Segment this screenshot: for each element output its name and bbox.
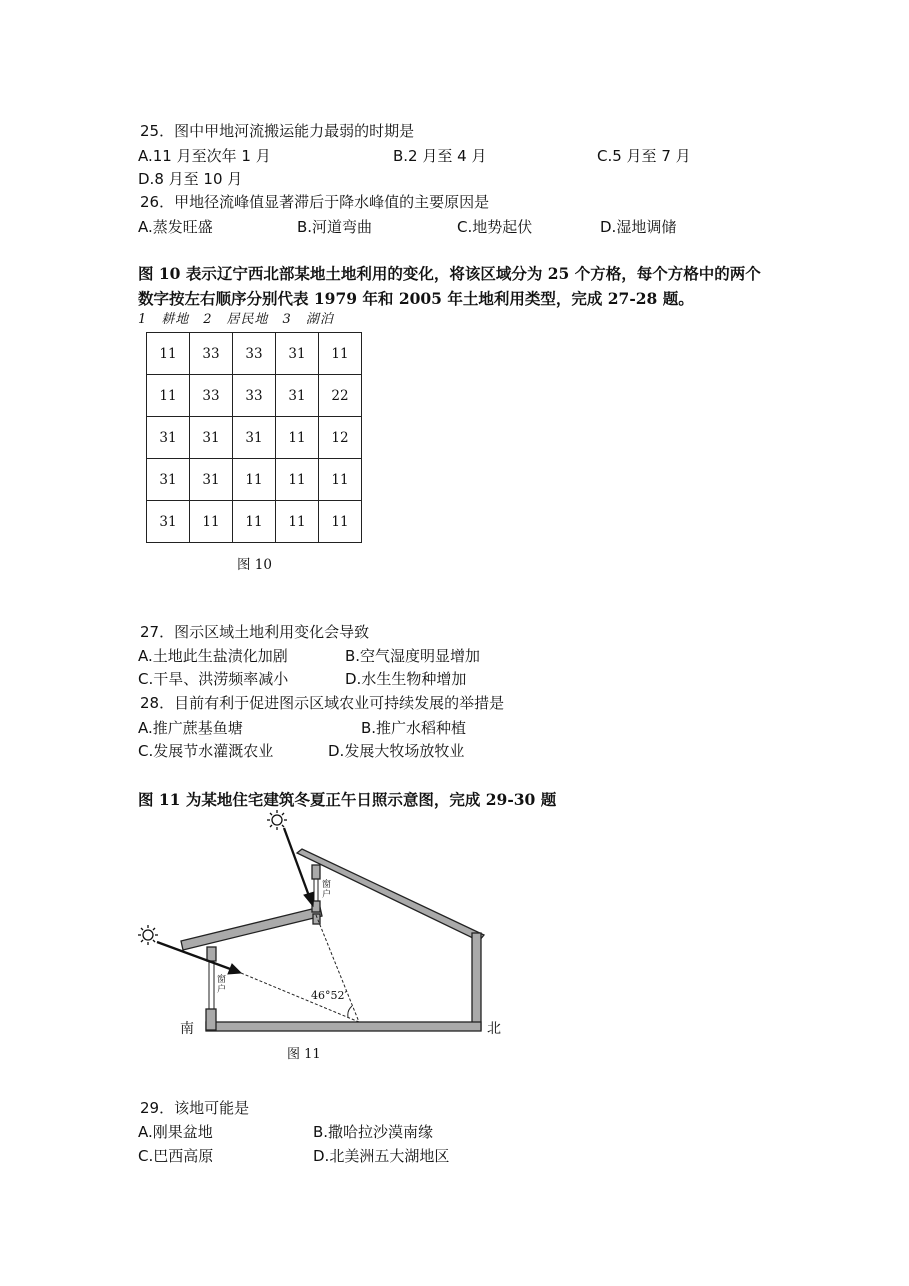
q29-option-c: C.巴西高原 bbox=[138, 1147, 214, 1165]
angle-label: 46°52′ bbox=[311, 989, 347, 1002]
grid-cell: 31 bbox=[147, 459, 190, 501]
q25-option-b: B.2 月至 4 月 bbox=[393, 147, 487, 165]
grid-cell: 11 bbox=[233, 501, 276, 543]
grid-cell: 11 bbox=[190, 501, 233, 543]
grid-cell: 12 bbox=[319, 417, 362, 459]
q29-option-b: B.撒哈拉沙漠南缘 bbox=[313, 1123, 434, 1141]
building-walls bbox=[181, 849, 484, 1031]
q27-option-a: A.土地此生盐渍化加剧 bbox=[138, 647, 288, 665]
q25-stem: 25．图中甲地河流搬运能力最弱的时期是 bbox=[140, 122, 415, 140]
q26-stem: 26．甲地径流峰值显著滞后于降水峰值的主要原因是 bbox=[140, 193, 490, 211]
q29-stem: 29．该地可能是 bbox=[140, 1099, 250, 1117]
q28-option-b: B.推广水稻种植 bbox=[361, 719, 467, 737]
grid-cell: 11 bbox=[276, 417, 319, 459]
grid-cell: 31 bbox=[233, 417, 276, 459]
q25-option-c: C.5 月至 7 月 bbox=[597, 147, 691, 165]
summer-ray-arrowhead bbox=[304, 892, 314, 906]
q27-option-d: D.水生生物种增加 bbox=[345, 670, 467, 688]
north-label: 北 bbox=[487, 1021, 501, 1037]
grid-cell: 11 bbox=[319, 501, 362, 543]
north-wall bbox=[472, 933, 481, 1030]
south-wall-upper bbox=[207, 947, 216, 961]
lower-roof bbox=[181, 907, 322, 950]
q29-option-d: D.北美洲五大湖地区 bbox=[313, 1147, 450, 1165]
grid-cell: 31 bbox=[276, 375, 319, 417]
grid-cell: 11 bbox=[319, 459, 362, 501]
q25-option-a: A.11 月至次年 1 月 bbox=[138, 147, 271, 165]
grid-cell: 22 bbox=[319, 375, 362, 417]
floor bbox=[206, 1022, 481, 1031]
fig10-intro-line2: 数字按左右顺序分别代表 1979 年和 2005 年土地利用类型，完成 27-28 题。 bbox=[138, 289, 694, 308]
q26-option-b: B.河道弯曲 bbox=[297, 218, 373, 236]
q26-option-c: C.地势起伏 bbox=[457, 218, 533, 236]
q25-option-d: D.8 月至 10 月 bbox=[138, 170, 243, 188]
q27-stem: 27．图示区域土地利用变化会导致 bbox=[140, 623, 370, 641]
q26-option-d: D.湿地调储 bbox=[600, 218, 677, 236]
q28-option-a: A.推广蔗基鱼塘 bbox=[138, 719, 243, 737]
grid-cell: 11 bbox=[276, 459, 319, 501]
q26-option-a: A.蒸发旺盛 bbox=[138, 218, 213, 236]
grid-cell: 31 bbox=[276, 333, 319, 375]
grid-cell: 11 bbox=[233, 459, 276, 501]
q27-option-b: B.空气湿度明显增加 bbox=[345, 647, 481, 665]
grid-cell: 31 bbox=[190, 417, 233, 459]
sun-icon bbox=[267, 810, 287, 830]
grid-cell: 33 bbox=[190, 333, 233, 375]
angle-arc bbox=[348, 1006, 352, 1017]
grid-cell: 11 bbox=[276, 501, 319, 543]
fig10-intro-line1: 图 10 表示辽宁西北部某地土地利用的变化，将该区域分为 25 个方格，每个方格中的两个 bbox=[138, 264, 761, 283]
south-label: 南 bbox=[180, 1021, 194, 1037]
q28-option-c: C.发展节水灌溉农业 bbox=[138, 742, 274, 760]
summer-ray bbox=[284, 828, 309, 896]
grid-cell: 33 bbox=[190, 375, 233, 417]
fig11-caption: 图 11 bbox=[287, 1047, 321, 1062]
fig10-caption: 图 10 bbox=[237, 557, 272, 573]
fig10-legend: 1 耕地 2 居民地 3 湖泊 bbox=[138, 312, 334, 327]
q28-option-d: D.发展大牧场放牧业 bbox=[328, 742, 465, 760]
winter-ray-arrowhead bbox=[228, 964, 241, 974]
grid-cell: 33 bbox=[233, 375, 276, 417]
upper-window-label: 窗户 bbox=[322, 880, 332, 900]
south-wall-lower bbox=[206, 1009, 216, 1030]
grid-cell: 11 bbox=[319, 333, 362, 375]
fig11-intro: 图 11 为某地住宅建筑冬夏正午日照示意图，完成 29-30 题 bbox=[138, 790, 557, 809]
grid-cell: 31 bbox=[147, 501, 190, 543]
grid-cell: 11 bbox=[147, 333, 190, 375]
lower-window-label: 窗户 bbox=[217, 975, 227, 995]
sun-icon bbox=[138, 925, 158, 945]
sun-rays bbox=[157, 828, 314, 974]
clerestory-upper-stub bbox=[312, 865, 320, 879]
grid-cell: 11 bbox=[147, 375, 190, 417]
grid-cell: 31 bbox=[190, 459, 233, 501]
grid-cell: 31 bbox=[147, 417, 190, 459]
q28-stem: 28．目前有利于促进图示区域农业可持续发展的举措是 bbox=[140, 694, 505, 712]
q29-option-a: A.刚果盆地 bbox=[138, 1123, 213, 1141]
q27-option-c: C.干旱、洪涝频率减小 bbox=[138, 670, 289, 688]
grid-cell: 33 bbox=[233, 333, 276, 375]
